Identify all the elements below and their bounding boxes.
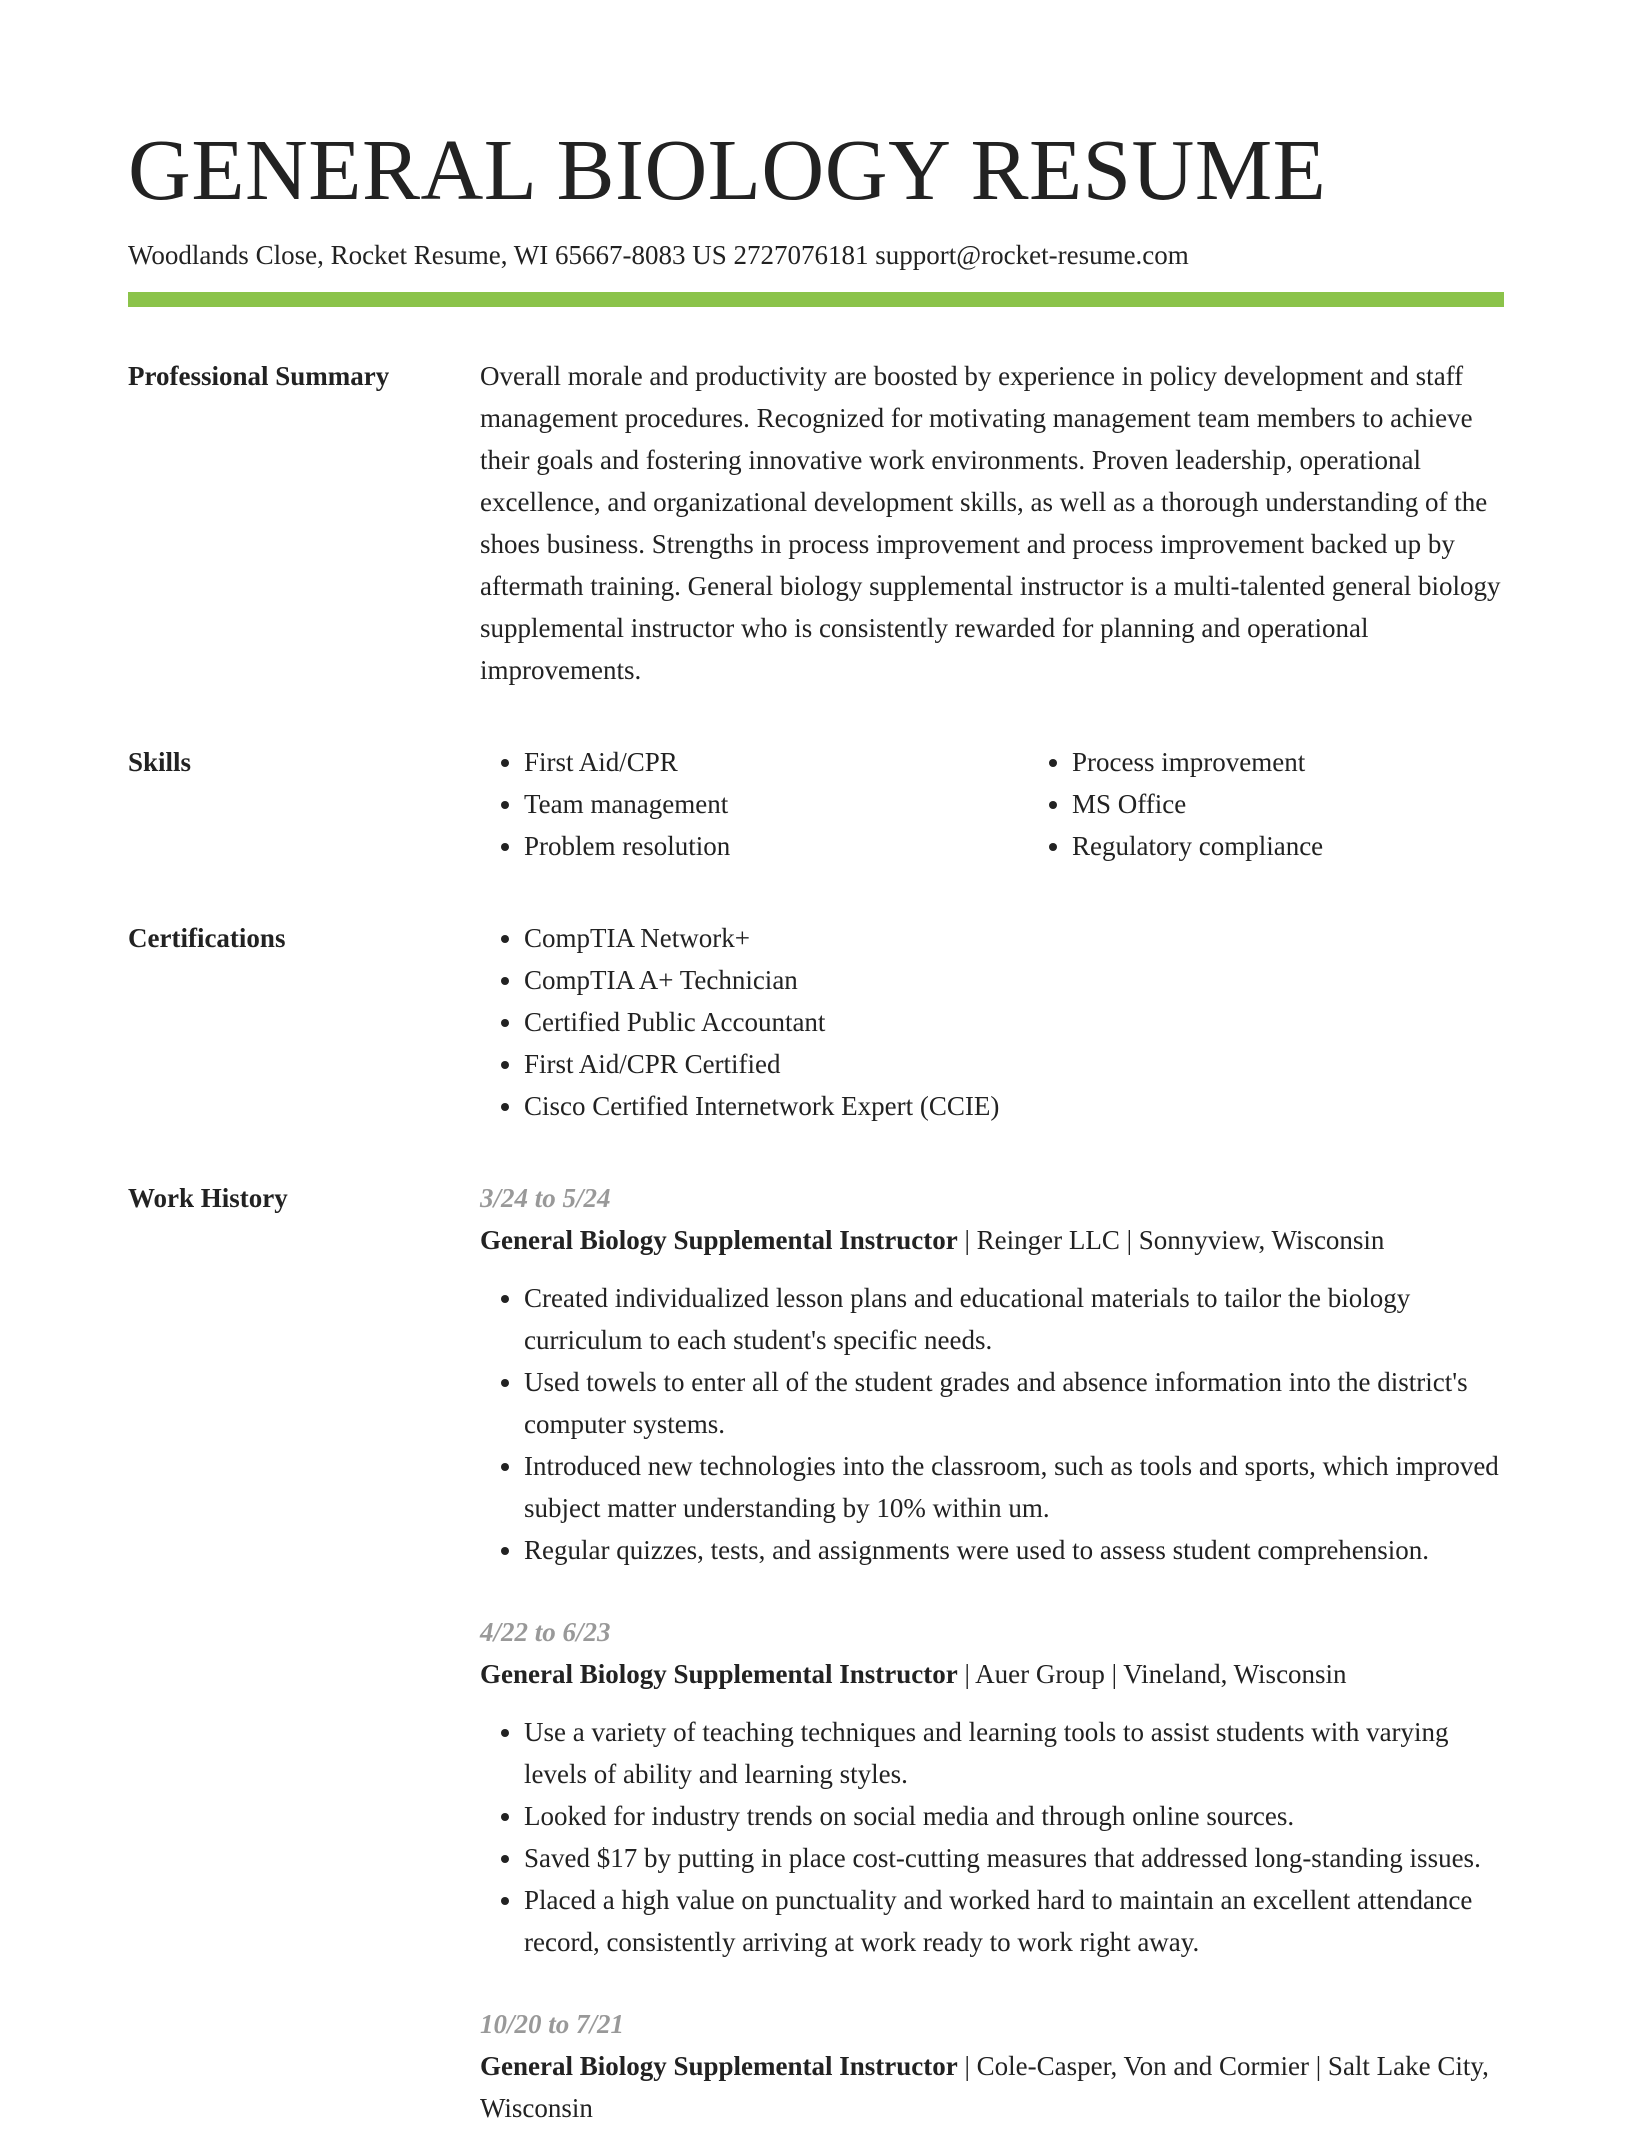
certification-item: • First Aid/CPR Certified <box>524 1043 1504 1085</box>
section-label-work-history: Work History <box>128 1183 288 1213</box>
skills-column-1 <box>480 741 1028 867</box>
accent-divider <box>128 292 1504 307</box>
job-details: | Cole-Casper, Von and Cormier | Salt Lake City, Wisconsin <box>480 2051 1489 2123</box>
job-entry <box>480 2003 1504 2129</box>
summary-text: Overall morale and productivity are boosted by experience in policy development and staff management procedures. Recognized for motivating management team members to achieve their goals and fostering innovative work environments. Proven leadership, operational excellence, and organizational development skills, as well as a thorough understanding of the shoes business. Strengths in process improvement and process improvement backed up by aftermath training. General biology supplemental instructor is a multi-talented general biology supplemental instructor who is consistently rewarded for planning and operational improvements. <box>480 361 1501 685</box>
contact-line: Woodlands Close, Rocket Resume, WI 65667-8083 US 2727076181 support@rocket-resume.com <box>128 240 1189 270</box>
skills-column-2 <box>1028 741 1576 867</box>
job-details: | Auer Group | Vineland, Wisconsin <box>957 1659 1347 1689</box>
skills-section <box>128 741 1504 867</box>
job-bullet: • Use a variety of teaching techniques and learning tools to assist students with varying levels of ability and learning styles. <box>524 1711 1504 1795</box>
certifications-list <box>480 917 1504 1127</box>
certifications-content <box>480 917 1504 1127</box>
certification-item: • CompTIA A+ Technician <box>524 959 1504 1001</box>
job-heading <box>480 2045 1504 2129</box>
job-dates: 3/24 to 5/24 <box>480 1183 611 1213</box>
skill-item: • First Aid/CPR <box>524 741 1028 783</box>
section-label-skills: Skills <box>128 747 192 777</box>
job-bullet: • Regular quizzes, tests, and assignments were used to assess student comprehension. <box>524 1529 1504 1571</box>
summary-content <box>480 355 1504 691</box>
work-history-content <box>480 1177 1504 2129</box>
section-label-certifications: Certifications <box>128 923 286 953</box>
certification-item: • CompTIA Network+ <box>524 917 1504 959</box>
certification-item: • Certified Public Accountant <box>524 1001 1504 1043</box>
job-bullets <box>480 1277 1504 1571</box>
job-entry <box>480 1611 1504 1963</box>
certifications-section <box>128 917 1504 1127</box>
skills-content <box>480 741 1576 867</box>
job-bullet: • Looked for industry trends on social media and through online sources. <box>524 1795 1504 1837</box>
job-entry <box>480 1177 1504 1571</box>
job-bullet: • Placed a high value on punctuality and worked hard to maintain an excellent attendance record, consistently arriving at work ready to work right away. <box>524 1879 1504 1963</box>
job-heading <box>480 1219 1504 1261</box>
skill-item: • MS Office <box>1072 783 1576 825</box>
job-title: General Biology Supplemental Instructor <box>480 1225 958 1255</box>
job-heading <box>480 1653 1504 1695</box>
skill-item: • Team management <box>524 783 1028 825</box>
job-dates: 10/20 to 7/21 <box>480 2009 625 2039</box>
skill-item: • Process improvement <box>1072 741 1576 783</box>
job-details: | Reinger LLC | Sonnyview, Wisconsin <box>957 1225 1385 1255</box>
skill-item: • Regulatory compliance <box>1072 825 1576 867</box>
job-bullet: • Used towels to enter all of the student grades and absence information into the district's computer systems. <box>524 1361 1504 1445</box>
job-title: General Biology Supplemental Instructor <box>480 1659 958 1689</box>
job-bullet: • Saved $17 by putting in place cost-cutting measures that addressed long-standing issues. <box>524 1837 1504 1879</box>
skill-item: • Problem resolution <box>524 825 1028 867</box>
job-dates: 4/22 to 6/23 <box>480 1617 611 1647</box>
page-title: GENERAL BIOLOGY RESUME <box>128 121 1327 218</box>
work-history-section <box>128 1177 1504 2129</box>
job-title: General Biology Supplemental Instructor <box>480 2051 958 2081</box>
resume-page <box>128 0 1504 2129</box>
job-bullet: • Introduced new technologies into the classroom, such as tools and sports, which improved subject matter understanding by 10% within um. <box>524 1445 1504 1529</box>
section-label-summary: Professional Summary <box>128 361 390 391</box>
summary-section <box>128 355 1504 691</box>
job-bullets <box>480 1711 1504 1963</box>
job-bullet: • Created individualized lesson plans and educational materials to tailor the biology curriculum to each student's specific needs. <box>524 1277 1504 1361</box>
certification-item: • Cisco Certified Internetwork Expert (CCIE) <box>524 1085 1504 1127</box>
